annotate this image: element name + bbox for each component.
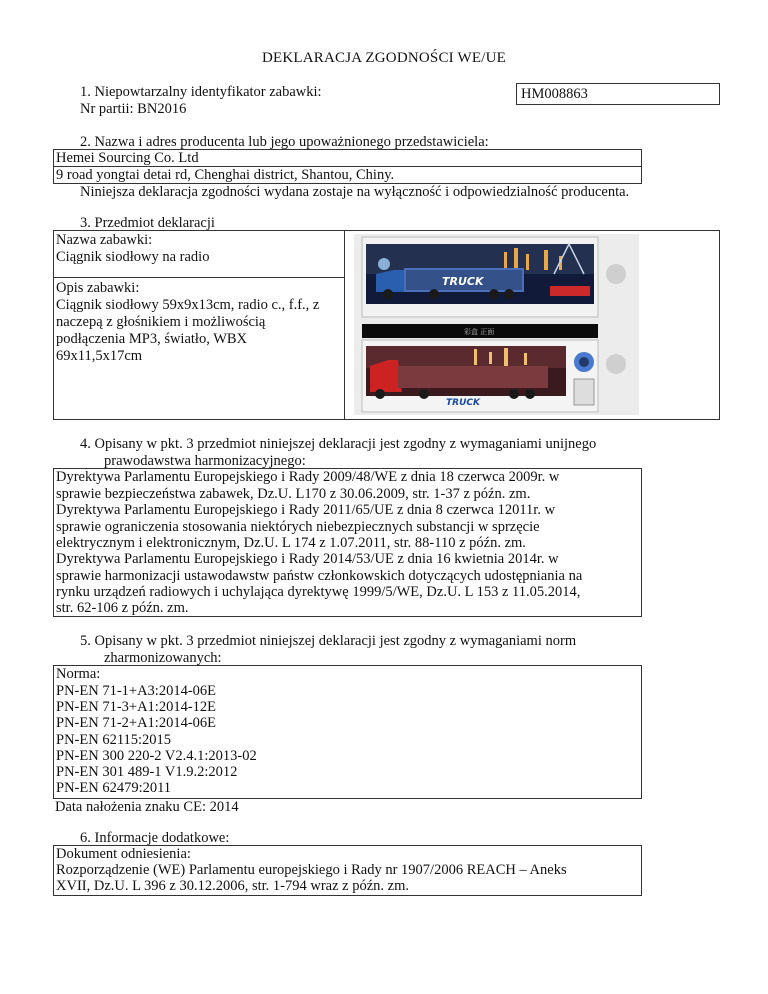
- toy-name-label: Nazwa zabawki:: [56, 232, 153, 248]
- directive-line: sprawie bezpieczeństwa zabawek, Dz.U. L170 z 30.06.2009, str. 1-37 z późn. zm.: [56, 486, 531, 502]
- norm-item: PN-EN 300 220-2 V2.4.1:2013-02: [56, 748, 257, 764]
- reference-line: Rozporządzenie (WE) Parlamentu europejskiego i Rady nr 1907/2006 REACH – Aneks: [56, 862, 567, 878]
- producer-address-box: [53, 166, 642, 184]
- subject-divider: [54, 277, 344, 278]
- toy-name-value: Ciągnik siodłowy na radio: [56, 249, 210, 265]
- toy-desc-line: naczepą z głośnikiem i możliwością: [56, 314, 266, 330]
- norms-box: [53, 665, 642, 799]
- directive-line: elektrycznym i elektronicznym, Dz.U. L 174 z 1.07.2011, str. 88-110 z późn. zm.: [56, 535, 526, 551]
- directives-box: [53, 468, 642, 617]
- section-6-heading: 6. Informacje dodatkowe:: [80, 830, 230, 846]
- responsibility-note: Niniejsza deklaracja zgodności wydana zostaje na wyłączność i odpowiedzialność producenta.: [80, 184, 630, 200]
- toy-desc-label: Opis zabawki:: [56, 280, 140, 296]
- norm-item: PN-EN 71-1+A3:2014-06E: [56, 683, 217, 699]
- reference-label: Dokument odniesienia:: [56, 846, 191, 862]
- directive-line: Dyrektywa Parlamentu Europejskiego i Rady 2011/65/UE z dnia 8 czerwca 12011r. w: [56, 502, 556, 518]
- toy-identifier-box: [516, 83, 720, 105]
- norm-item: PN-EN 62479:2011: [56, 780, 172, 796]
- section-2-heading: 2. Nazwa i adres producenta lub jego upoważnionego przedstawiciela:: [80, 134, 489, 150]
- subject-box: [53, 230, 720, 420]
- truck-logo-bottom: TRUCK: [446, 398, 480, 408]
- subject-column-divider: [344, 231, 345, 419]
- reference-line: XVII, Dz.U. L 396 z 30.12.2006, str. 1-794 wraz z późn. zm.: [56, 878, 410, 894]
- directive-line: Dyrektywa Parlamentu Europejskiego i Rady 2014/53/UE z dnia 16 kwietnia 2014r. w: [56, 551, 559, 567]
- toy-desc-line: Ciągnik siodłowy 59x9x13cm, radio c., f.f., z: [56, 297, 320, 313]
- section-4-heading: 4. Opisany w pkt. 3 przedmiot niniejszej deklaracji jest zgodny z wymaganiami unijnego: [80, 436, 597, 452]
- box-band-label: 彩盒 正面: [464, 328, 495, 336]
- document-title: DEKLARACJA ZGODNOŚCI WE/UE: [261, 50, 507, 66]
- product-photo: [354, 234, 639, 415]
- directive-line: str. 62-106 z późn. zm.: [56, 600, 189, 616]
- toy-desc-line: 69x11,5x17cm: [56, 348, 143, 364]
- truck-logo-top: TRUCK: [442, 275, 484, 288]
- producer-name: Hemei Sourcing Co. Ltd: [56, 150, 199, 166]
- norms-label: Norma:: [56, 666, 101, 682]
- producer-name-box: [53, 149, 642, 167]
- ce-mark-date: Data nałożenia znaku CE: 2014: [55, 799, 239, 815]
- toy-desc-line: podłączenia MP3, światło, WBX: [56, 331, 248, 347]
- additional-info-box: [53, 845, 642, 896]
- norm-item: PN-EN 71-3+A1:2014-12E: [56, 699, 217, 715]
- section-1-heading: 1. Niepowtarzalny identyfikator zabawki:: [80, 84, 322, 100]
- producer-address: 9 road yongtai detai rd, Chenghai district, Shantou, Chiny.: [56, 167, 395, 183]
- section-3-heading: 3. Przedmiot deklaracji: [80, 215, 215, 231]
- directive-line: sprawie harmonizacji ustawodawstw państw członkowskich dotyczących udostępniania na: [56, 568, 583, 584]
- section-5-heading-cont: zharmonizowanych:: [104, 650, 222, 666]
- directive-line: Dyrektywa Parlamentu Europejskiego i Rady 2009/48/WE z dnia 18 czerwca 2009r. w: [56, 469, 560, 485]
- section-4-heading-cont: prawodawstwa harmonizacyjnego:: [104, 453, 306, 469]
- batch-number: Nr partii: BN2016: [80, 101, 187, 117]
- directive-line: sprawie ograniczenia stosowania niektórych niebezpiecznych substancji w sprzęcie: [56, 519, 540, 535]
- norm-item: PN-EN 71-2+A1:2014-06E: [56, 715, 217, 731]
- section-5-heading: 5. Opisany w pkt. 3 przedmiot niniejszej deklaracji jest zgodny z wymaganiami norm: [80, 633, 577, 649]
- norm-item: PN-EN 62115:2015: [56, 732, 172, 748]
- toy-identifier-value: HM008863: [521, 86, 588, 102]
- norm-item: PN-EN 301 489-1 V1.9.2:2012: [56, 764, 238, 780]
- directive-line: rynku urządzeń radiowych i uchylająca dyrektywę 1999/5/WE, Dz.U. L 153 z 11.05.2014,: [56, 584, 581, 600]
